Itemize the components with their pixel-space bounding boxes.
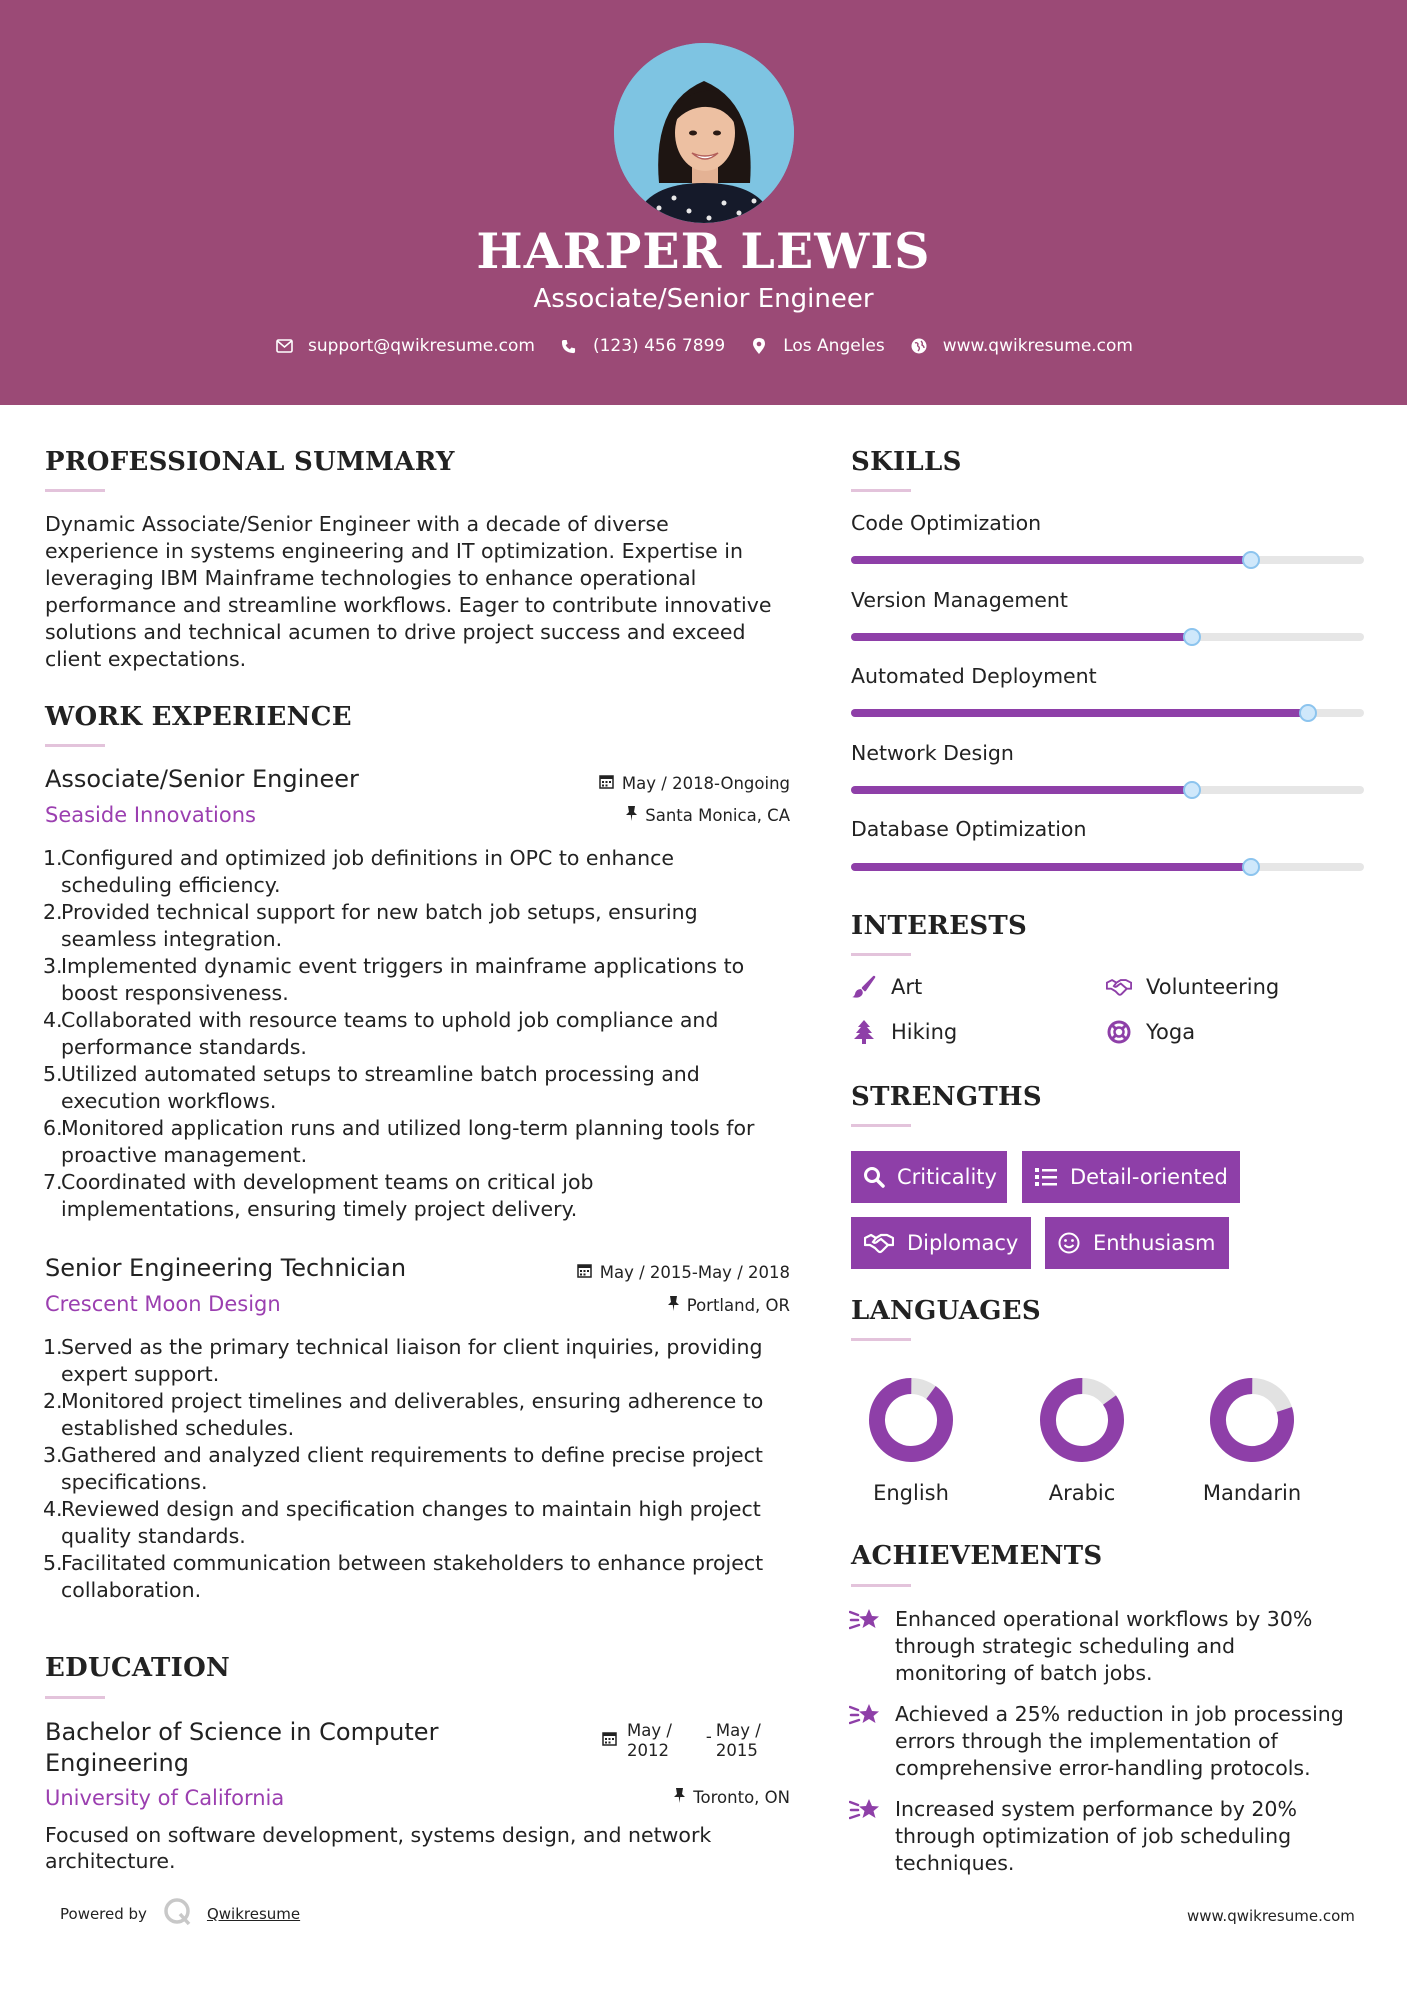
candidate-role: Associate/Senior Engineer	[533, 284, 874, 314]
skill-bar	[851, 786, 1364, 794]
job-location-text: Santa Monica, CA	[645, 806, 790, 825]
list-line: implementations, ensuring timely project delivery.	[61, 1197, 578, 1221]
list-line: expert support.	[61, 1362, 220, 1386]
summary-line: client expectations.	[45, 647, 247, 671]
list-line: Utilized automated setups to streamline batch processing and	[61, 1062, 700, 1086]
language-item	[1012, 1375, 1152, 1505]
skill-bar-fill	[851, 556, 1251, 564]
description-line: Focused on software development, systems design, and network	[45, 1823, 712, 1847]
list-item	[43, 1061, 803, 1115]
language-item	[1182, 1375, 1322, 1505]
achievement-item	[849, 1701, 1344, 1782]
pushpin-icon	[674, 1788, 685, 1807]
skill-bar-knob	[1299, 704, 1317, 722]
contact-phone-text: (123) 456 7899	[592, 336, 726, 356]
candidate-name: HARPER LEWIS	[476, 222, 931, 280]
date-part: May /	[715, 1721, 761, 1740]
strength-label: Detail-oriented	[1070, 1165, 1228, 1189]
envelope-icon	[274, 336, 294, 356]
skill-label: Version Management	[851, 588, 1068, 612]
strength-label: Enthusiasm	[1093, 1231, 1216, 1255]
strengths-underline	[851, 1124, 911, 1127]
skill-bar	[851, 863, 1364, 871]
skill-bar-fill	[851, 633, 1192, 641]
skill-bar-knob	[1242, 858, 1260, 876]
education-dates	[602, 1721, 761, 1761]
list-number: 5.	[43, 1551, 63, 1575]
date-part: May /	[627, 1721, 672, 1740]
skill-bar-fill	[851, 786, 1192, 794]
language-donut	[1037, 1375, 1127, 1465]
job-duties-list	[43, 845, 803, 1223]
interest-item	[1106, 974, 1279, 1000]
list-item	[43, 845, 803, 899]
pushpin-icon	[626, 806, 637, 825]
date-part: 2015	[715, 1741, 758, 1760]
school-location	[500, 1788, 790, 1807]
shooting-star-icon	[849, 1606, 881, 1638]
skill-label: Database Optimization	[851, 817, 1087, 841]
strength-label: Criticality	[897, 1165, 997, 1189]
footer-url[interactable]: www.qwikresume.com	[1187, 1907, 1355, 1925]
language-donut	[866, 1375, 956, 1465]
interest-label: Hiking	[891, 1020, 958, 1044]
list-line: boost responsiveness.	[61, 981, 289, 1005]
summary-text	[45, 511, 805, 673]
achievement-line: comprehensive error-handling protocols.	[895, 1756, 1311, 1780]
degree-line: Engineering	[45, 1749, 189, 1777]
list-number: 3.	[43, 954, 63, 978]
achievement-line: through optimization of job scheduling	[895, 1824, 1292, 1848]
languages-underline	[851, 1338, 911, 1341]
achievement-line: techniques.	[895, 1851, 1015, 1875]
interest-label: Art	[891, 975, 923, 999]
description-line: architecture.	[45, 1849, 176, 1873]
achievements-underline	[851, 1584, 911, 1587]
contact-location	[749, 336, 885, 356]
list-line: Monitored application runs and utilized long-term planning tools for	[61, 1116, 755, 1140]
list-item	[43, 1007, 803, 1061]
skill-bar-fill	[851, 709, 1308, 717]
contact-bar	[0, 336, 1407, 356]
list-item	[43, 1496, 803, 1550]
header-banner	[0, 0, 1407, 405]
summary-underline	[45, 489, 105, 492]
job-title: Senior Engineering Technician	[45, 1254, 407, 1282]
achievements-heading: ACHIEVEMENTS	[851, 1541, 1103, 1571]
list-line: performance standards.	[61, 1035, 307, 1059]
skill-label: Code Optimization	[851, 511, 1042, 535]
powered-by	[60, 1897, 300, 1931]
list-number: 4.	[43, 1497, 63, 1521]
list-line: Reviewed design and specification changes to maintain high project	[61, 1497, 761, 1521]
list-line: Monitored project timelines and deliverables, ensuring adherence to	[61, 1389, 764, 1413]
handshake-icon	[1106, 974, 1132, 1000]
list-line: execution workflows.	[61, 1089, 277, 1113]
list-line: Gathered and analyzed client requirements to define precise project	[61, 1443, 763, 1467]
contact-email-text: support@qwikresume.com	[308, 336, 535, 356]
language-label: Mandarin	[1202, 1481, 1302, 1505]
list-item	[43, 1388, 803, 1442]
summary-line: experience in systems engineering and IT optimization. Expertise in	[45, 539, 743, 563]
job-dates-text: May / 2015-May / 2018	[599, 1263, 790, 1282]
contact-website[interactable]	[909, 336, 1133, 356]
list-icon	[1034, 1165, 1058, 1189]
school-name: University of California	[45, 1786, 285, 1810]
job-dates-text: May / 2018-Ongoing	[621, 774, 790, 793]
education-heading: EDUCATION	[45, 1653, 231, 1683]
qwikresume-logo-icon	[163, 1897, 193, 1931]
strength-chip	[851, 1151, 1007, 1203]
smile-icon	[1057, 1231, 1081, 1255]
achievement-text	[895, 1606, 1312, 1687]
skill-bar-fill	[851, 863, 1251, 871]
list-number: 7.	[43, 1170, 63, 1194]
job-duties-list	[43, 1334, 803, 1604]
languages-heading: LANGUAGES	[851, 1296, 1041, 1326]
interests-heading: INTERESTS	[851, 911, 1028, 941]
education-end	[716, 1721, 761, 1761]
list-number: 2.	[43, 1389, 63, 1413]
achievement-line: errors through the implementation of	[895, 1729, 1278, 1753]
interest-label: Yoga	[1146, 1020, 1196, 1044]
qwikresume-link[interactable]: Qwikresume	[206, 1905, 301, 1923]
language-label: Arabic	[1048, 1481, 1116, 1505]
summary-line: Dynamic Associate/Senior Engineer with a decade of diverse	[45, 512, 669, 536]
job-location	[500, 1296, 790, 1315]
language-donut-fill	[1037, 1375, 1127, 1465]
achievement-line: Achieved a 25% reduction in job processing	[895, 1702, 1344, 1726]
date-separator: -	[705, 1727, 712, 1746]
interest-label: Volunteering	[1146, 975, 1280, 999]
calendar-icon	[602, 1731, 617, 1761]
achievement-line: Increased system performance by 20%	[895, 1797, 1297, 1821]
search-icon	[863, 1165, 885, 1189]
school-location-text: Toronto, ON	[693, 1788, 790, 1807]
strength-chip	[1022, 1151, 1240, 1203]
interest-item	[851, 1019, 957, 1045]
job-company: Seaside Innovations	[45, 803, 256, 827]
list-line: proactive management.	[61, 1143, 308, 1167]
language-donut-fill	[866, 1375, 956, 1465]
calendar-icon	[599, 774, 614, 793]
achievement-line: monitoring of batch jobs.	[895, 1661, 1153, 1685]
list-line: collaboration.	[61, 1578, 202, 1602]
work-heading: WORK EXPERIENCE	[45, 702, 352, 732]
skill-bar	[851, 633, 1364, 641]
strength-label: Diplomacy	[907, 1231, 1019, 1255]
achievement-line: through strategic scheduling and	[895, 1634, 1235, 1658]
job-dates	[500, 774, 790, 793]
achievement-text	[895, 1796, 1297, 1877]
shooting-star-icon	[849, 1796, 881, 1828]
shooting-star-icon	[849, 1701, 881, 1733]
list-line: Implemented dynamic event triggers in mainframe applications to	[61, 954, 745, 978]
language-label: English	[873, 1481, 949, 1505]
contact-email[interactable]	[274, 336, 535, 356]
skills-heading: SKILLS	[851, 447, 962, 477]
list-number: 1.	[43, 1335, 63, 1359]
powered-by-label: Powered by	[60, 1905, 147, 1923]
list-line: quality standards.	[61, 1524, 246, 1548]
list-line: Served as the primary technical liaison for client inquiries, providing	[61, 1335, 763, 1359]
education-underline	[45, 1696, 105, 1699]
list-number: 4.	[43, 1008, 63, 1032]
list-number: 5.	[43, 1062, 63, 1086]
list-number: 1.	[43, 846, 63, 870]
list-line: Facilitated communication between stakeholders to enhance project	[61, 1551, 764, 1575]
skill-bar	[851, 556, 1364, 564]
list-line: specifications.	[61, 1470, 208, 1494]
list-line: scheduling efficiency.	[61, 873, 281, 897]
interest-item	[851, 974, 922, 1000]
summary-line: solutions and technical acumen to drive project success and exceed	[45, 620, 746, 644]
phone-icon	[559, 336, 579, 356]
skill-label: Automated Deployment	[851, 664, 1097, 688]
achievement-item	[849, 1796, 1297, 1877]
work-underline	[45, 744, 105, 747]
list-item	[43, 1442, 803, 1496]
contact-location-text: Los Angeles	[783, 336, 885, 356]
globe-icon	[909, 336, 929, 356]
contact-website-text: www.qwikresume.com	[942, 336, 1133, 356]
degree-title	[45, 1717, 438, 1779]
skill-bar	[851, 709, 1364, 717]
degree-line: Bachelor of Science in Computer	[45, 1718, 439, 1746]
profile-photo	[614, 43, 794, 223]
contact-phone[interactable]	[559, 336, 725, 356]
list-number: 2.	[43, 900, 63, 924]
skill-bar-knob	[1183, 781, 1201, 799]
pushpin-icon	[668, 1296, 679, 1315]
job-location-text: Portland, OR	[686, 1296, 790, 1315]
job-location	[500, 806, 790, 825]
skills-underline	[851, 489, 911, 492]
tree-icon	[851, 1019, 877, 1045]
education-start	[627, 1721, 672, 1761]
language-donut-fill	[1209, 1377, 1295, 1463]
list-line: Coordinated with development teams on critical job	[61, 1170, 594, 1194]
list-line: Collaborated with resource teams to uphold job compliance and	[61, 1008, 719, 1032]
strength-chip	[851, 1217, 1031, 1269]
paintbrush-icon	[851, 974, 877, 1000]
job-dates	[500, 1263, 790, 1282]
strengths-heading: STRENGTHS	[851, 1082, 1042, 1112]
handshake-icon	[863, 1231, 895, 1255]
language-item	[841, 1375, 981, 1505]
location-pin-icon	[749, 336, 769, 356]
job-company: Crescent Moon Design	[45, 1292, 281, 1316]
summary-heading: PROFESSIONAL SUMMARY	[45, 447, 455, 477]
language-donut	[1207, 1375, 1297, 1465]
strength-chip	[1045, 1217, 1229, 1269]
achievement-item	[849, 1606, 1312, 1687]
interest-item	[1106, 1019, 1195, 1045]
list-item	[43, 953, 803, 1007]
list-item	[43, 1169, 803, 1223]
list-item	[43, 1115, 803, 1169]
summary-line: performance and streamline workflows. Eager to contribute innovative	[45, 593, 772, 617]
skill-label: Network Design	[851, 741, 1014, 765]
list-number: 3.	[43, 1443, 63, 1467]
skill-bar-knob	[1242, 551, 1260, 569]
education-description	[45, 1822, 805, 1874]
interests-underline	[851, 953, 911, 956]
summary-line: leveraging IBM Mainframe technologies to enhance operational	[45, 566, 697, 590]
list-line: established schedules.	[61, 1416, 295, 1440]
job-title: Associate/Senior Engineer	[45, 765, 359, 793]
list-number: 6.	[43, 1116, 63, 1140]
list-line: Configured and optimized job definitions in OPC to enhance	[61, 846, 674, 870]
date-part: 2012	[627, 1741, 669, 1760]
list-line: Provided technical support for new batch job setups, ensuring	[61, 900, 698, 924]
list-item	[43, 1550, 803, 1604]
lifebuoy-icon	[1106, 1019, 1132, 1045]
achievement-text	[895, 1701, 1344, 1782]
calendar-icon	[577, 1263, 592, 1282]
list-item	[43, 1334, 803, 1388]
achievement-line: Enhanced operational workflows by 30%	[895, 1607, 1313, 1631]
list-line: seamless integration.	[61, 927, 283, 951]
skill-bar-knob	[1183, 628, 1201, 646]
list-item	[43, 899, 803, 953]
